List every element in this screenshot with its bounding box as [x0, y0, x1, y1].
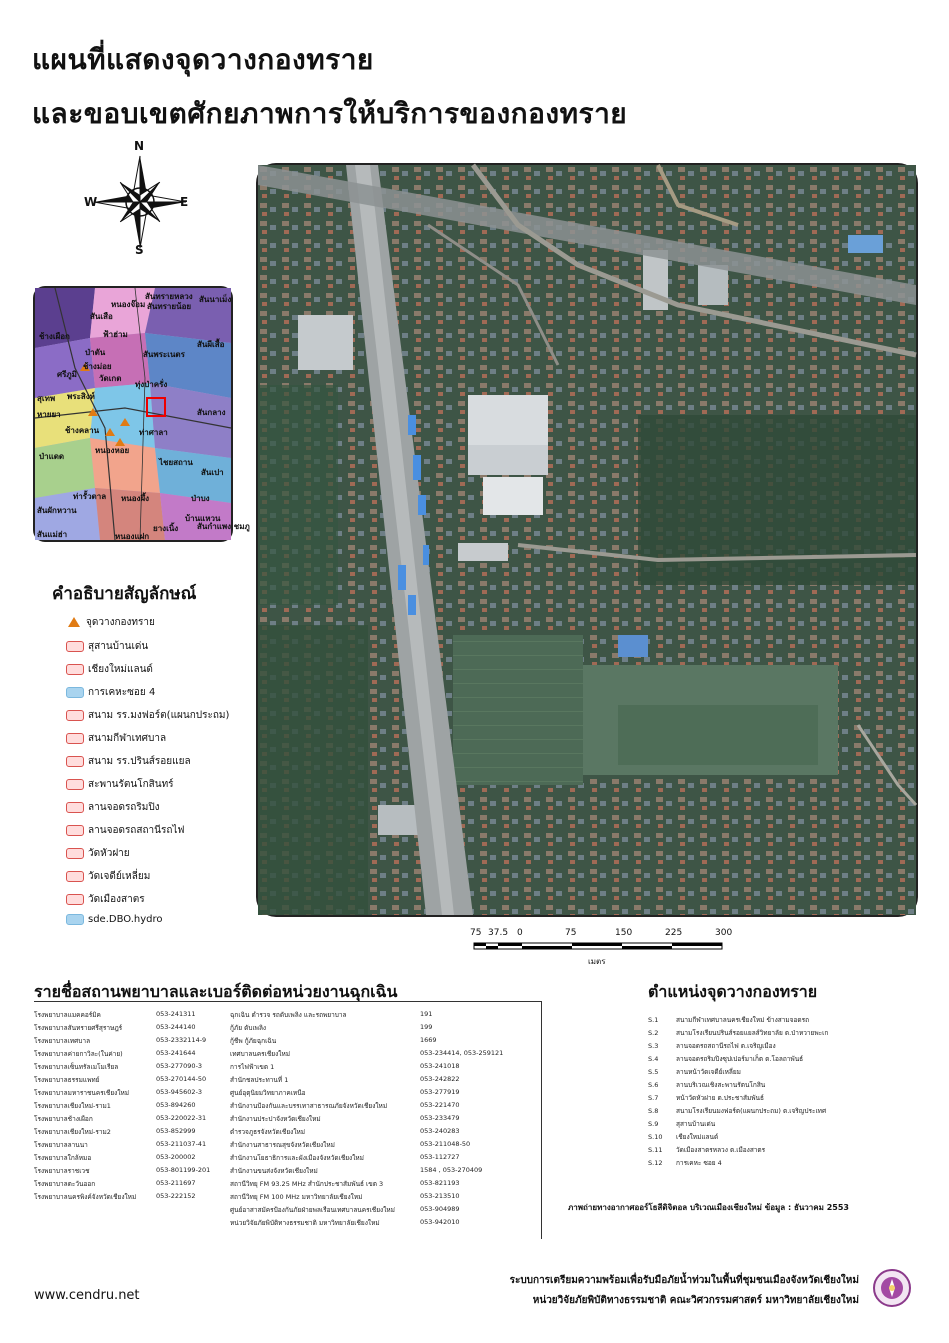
legend-label: sde.DBO.hydro — [88, 913, 163, 925]
location-name: สนามโรงเรียนมงฟอร์ต(แผนกประถม) ต.เจริญประเทศ — [676, 1107, 827, 1115]
inset-label: ช้างม่อย — [83, 362, 112, 371]
location-item — [648, 1028, 828, 1038]
sandbag-triangle-icon — [68, 617, 80, 627]
agency-name: ศูนย์อุตุนิยมวิทยาภาคเหนือ — [230, 1089, 306, 1097]
section-divider — [541, 1001, 542, 1239]
area-swatch-icon — [66, 825, 84, 836]
location-code: S.1 — [648, 1016, 659, 1024]
location-name: ลานหน้าวัดเจดีย์เหลี่ยม — [676, 1068, 741, 1076]
compass-rose — [80, 139, 200, 260]
scale-tick-label: 75 — [470, 928, 482, 938]
inset-label: สันเปา — [201, 468, 224, 477]
inset-label: ฟ้าฮ่าม — [103, 330, 128, 339]
inset-label: ทุ่งป่าครั่ง — [135, 380, 168, 389]
legend-label: วัดหัวฝาย — [88, 847, 130, 859]
agency-name: สำนักชลประทานที่ 1 — [230, 1076, 289, 1084]
inset-label: ยางเนิ้ง — [153, 524, 179, 533]
location-code: S.3 — [648, 1042, 659, 1050]
agency-phone: 053-277919 — [420, 1088, 460, 1096]
hospital-name: โรงพยาบาลเชียงใหม่-ราม1 — [34, 1102, 111, 1110]
location-code: S.8 — [648, 1107, 659, 1115]
legend-label: การเคหะซอย 4 — [88, 686, 156, 698]
agency-phone: 199 — [420, 1023, 433, 1031]
location-code: S.10 — [648, 1133, 663, 1141]
scale-tick-label: 225 — [665, 928, 683, 938]
legend-label: สนาม รร.ปรินส์รอยแยล — [88, 755, 191, 767]
inset-label: สันพระเนตร — [143, 350, 185, 359]
location-item — [648, 1054, 803, 1064]
inset-label: ท่าศาลา — [139, 428, 168, 437]
inset-label: หนองหอย — [95, 446, 130, 455]
agency-phone: 191 — [420, 1010, 433, 1018]
agency-name: สำนักงานประปาจังหวัดเชียงใหม่ — [230, 1115, 321, 1123]
legend-item — [66, 889, 145, 909]
inset-label: สันผีเสื้อ — [197, 340, 225, 349]
agency-name: สำนักงานขนส่งจังหวัดเชียงใหม่ — [230, 1167, 318, 1175]
location-code: S.5 — [648, 1068, 659, 1076]
legend-label: สุสานบ้านเด่น — [88, 640, 149, 652]
scale-tick-label: 75 — [565, 928, 577, 938]
aerial-image — [258, 165, 916, 915]
agency-name: การไฟฟ้าเขต 1 — [230, 1063, 275, 1071]
agency-phone: 1584 , 053-270409 — [420, 1166, 483, 1174]
agency-phone: 053-821193 — [420, 1179, 460, 1187]
hospital-name: โรงพยาบาลราชเวช — [34, 1167, 90, 1175]
section-divider — [34, 1001, 542, 1002]
location-item — [648, 1158, 722, 1168]
agency-name: กู้ภัย ดับเพลิง — [230, 1024, 267, 1032]
legend-label: สนามกีฬาเทศบาล — [88, 732, 167, 744]
agency-name: ตำรวจภูธรจังหวัดเชียงใหม่ — [230, 1128, 306, 1136]
location-code: S.11 — [648, 1146, 663, 1154]
location-name: วัดเมืองสาตรหลวง ต.เมืองสาตร — [676, 1146, 766, 1154]
hospital-name: โรงพยาบาลธรรมแพทย์ — [34, 1076, 100, 1084]
legend-title: คำอธิบายสัญลักษณ์ — [52, 584, 197, 604]
photo-caption: ภาพถ่ายทางอากาศออร์โธสีดิจิตอล บริเวณเมืองเชียงใหม่ ข้อมูล : ธันวาคม 2553 — [568, 1203, 849, 1212]
inset-label: สุเทพ — [37, 394, 56, 403]
legend-label: จุดวางกองทราย — [86, 616, 155, 628]
legend-item — [66, 636, 148, 656]
location-item — [648, 1132, 718, 1142]
agency-phone: 053-234414, 053-259121 — [420, 1049, 504, 1057]
legend-item — [66, 843, 130, 863]
location-item — [648, 1041, 776, 1051]
scale-bar — [470, 928, 733, 968]
area-swatch-icon — [66, 848, 84, 859]
legend-label: สะพานรัตนโกสินทร์ — [88, 778, 174, 790]
map-title-line1: แผนที่แสดงจุดวางกองทราย — [32, 43, 374, 76]
legend-label: วัดเมืองสาตร — [88, 893, 145, 905]
footer-project-name: ระบบการเตรียมความพร้อมเพื่อรับมือภัยน้ำท่วมในพื้นที่ชุมชนเมืองจังหวัดเชียงใหม่ — [509, 1275, 859, 1286]
location-name: หน้าวัดหัวฝาย ต.ประชาสัมพันธ์ — [676, 1094, 764, 1102]
inset-label: วัดเกต — [99, 374, 122, 383]
inset-label: สันทรายน้อย — [147, 302, 192, 311]
sandbag-locations-title: ตำแหน่งจุดวางกองทราย — [648, 982, 818, 1001]
hospital-phone: 053-200002 — [156, 1153, 196, 1161]
area-swatch-icon — [66, 687, 84, 698]
inset-label: ไชยสถาน — [159, 458, 193, 467]
hospital-name: โรงพยาบาลเซ็นทรัลเมโมเรียล — [34, 1063, 119, 1071]
hospital-section-title: รายชื่อสถานพยาบาลและเบอร์ติดต่อหน่วยงานฉุกเฉิน — [34, 982, 398, 1001]
legend-item — [66, 612, 155, 632]
compass-west-label: W — [84, 195, 98, 209]
location-name: การเคหะ ซอย 4 — [676, 1159, 722, 1167]
location-name: ลานจอดรถสถานีรถไฟ ต.เจริญเมือง — [676, 1042, 776, 1050]
location-code: S.2 — [648, 1029, 659, 1037]
area-swatch-icon — [66, 641, 84, 652]
hospital-phone: 053-211037-41 — [156, 1140, 207, 1148]
agency-phone: 053-241018 — [420, 1062, 460, 1070]
area-swatch-icon — [66, 871, 84, 882]
location-name: เชียงใหม่แลนด์ — [676, 1133, 719, 1141]
inset-label: ป่าบง — [191, 494, 210, 503]
inset-label: ป่าตัน — [85, 348, 106, 357]
scale-tick-label: 37.5 — [488, 928, 509, 938]
area-swatch-icon — [66, 779, 84, 790]
area-swatch-icon — [66, 756, 84, 767]
area-swatch-icon — [66, 733, 84, 744]
inset-label: ท่ารั้วตาล — [73, 492, 107, 501]
university-logo-icon — [872, 1268, 912, 1308]
legend-item — [66, 682, 155, 702]
legend-label: เชียงใหม่แลนด์ — [88, 663, 153, 675]
area-swatch-icon — [66, 664, 84, 675]
hospital-phone: 053-894260 — [156, 1101, 196, 1109]
scale-tick-label: 300 — [715, 928, 733, 938]
location-code: S.9 — [648, 1120, 659, 1128]
hospital-name: โรงพยาบาลแมคคอร์มิค — [34, 1011, 101, 1019]
legend-item — [66, 909, 163, 929]
agency-name: หน่วยวิจัยภัยพิบัติทางธรรมชาติ มหาวิทยาลัยเชียงใหม่ — [230, 1219, 380, 1227]
inset-label: ป่าแดด — [39, 452, 65, 461]
area-swatch-icon — [66, 894, 84, 905]
inset-label: สันนาเม็ง — [199, 295, 232, 304]
hospital-name: โรงพยาบาลสันทรายศรีสุราษฎร์ — [34, 1024, 123, 1032]
inset-label: สันเสือ — [90, 312, 113, 321]
location-item — [648, 1145, 765, 1155]
legend-item — [66, 728, 166, 748]
hospital-phone: 053-220022-31 — [156, 1114, 207, 1122]
location-name: สนามกีฬาเทศบาลนครเชียงใหม่ ข้างสามจอดรถ — [676, 1016, 810, 1024]
location-item — [648, 1119, 715, 1129]
location-item — [648, 1067, 741, 1077]
agency-phone: 053-904989 — [420, 1205, 460, 1213]
inset-label: สันผักหวาน — [37, 506, 77, 515]
scale-unit: เมตร — [588, 957, 606, 966]
inset-label: บ้านแหวน — [185, 514, 221, 523]
agency-name: สำนักงานโยธาธิการและผังเมืองจังหวัดเชียงใหม่ — [230, 1154, 364, 1162]
agency-name: สถานีวิทยุ FM 93.25 MHz สำนักประชาสัมพันธ์ เขต 3 — [230, 1180, 384, 1188]
hospital-phone: 053-222152 — [156, 1192, 196, 1200]
location-name: ลานจอดรถริมปิงซุปเปอร์มาเก็ต ต.โอลถาพันธ์ — [676, 1055, 804, 1063]
legend-item — [66, 774, 174, 794]
map-title-line2: และขอบเขตศักยภาพการให้บริการของกองทราย — [32, 97, 628, 130]
footer-organization: หน่วยวิจัยภัยพิบัติทางธรรมชาติ คณะวิศวกรรมศาสตร์ มหาวิทยาลัยเชียงใหม่ — [532, 1295, 859, 1306]
scale-bar-graphic — [474, 941, 734, 955]
agency-phone: 053-242822 — [420, 1075, 460, 1083]
inset-label: สันกำแพง ชมภู — [197, 522, 250, 531]
location-item — [648, 1106, 826, 1116]
inset-label: หายยา — [37, 410, 61, 419]
hospital-phone: 053-244140 — [156, 1023, 196, 1031]
inset-label: ช้างคลาน — [65, 426, 100, 435]
inset-label: หนองผึ้ง — [121, 494, 150, 503]
agency-phone: 053-233479 — [420, 1114, 460, 1122]
hospital-phone: 053-852999 — [156, 1127, 196, 1135]
agency-phone: 053-213510 — [420, 1192, 460, 1200]
inset-label: ช้างเผือก — [39, 332, 70, 341]
agency-name: เทศบาลนครเชียงใหม่ — [230, 1050, 291, 1058]
scale-tick-label: 150 — [615, 928, 633, 938]
legend-label: วัดเจดีย์เหลี่ยม — [88, 870, 151, 882]
inset-label: หนองจ๊อม — [111, 300, 146, 309]
hospital-name: โรงพยาบาลค่ายกาวิละ(ในค่าย) — [34, 1050, 123, 1058]
location-item — [648, 1080, 765, 1090]
hospital-phone: 053-270144-50 — [156, 1075, 207, 1083]
hospital-name: โรงพยาบาลลานนา — [34, 1141, 88, 1149]
legend-item — [66, 659, 153, 679]
area-swatch-icon — [66, 802, 84, 813]
agency-phone: 053-240283 — [420, 1127, 460, 1135]
legend-item — [66, 751, 191, 771]
hospital-phone: 053-211697 — [156, 1179, 196, 1187]
location-code: S.4 — [648, 1055, 659, 1063]
hospital-phone: 053-945602-3 — [156, 1088, 203, 1096]
agency-phone: 053-942010 — [420, 1218, 460, 1226]
inset-label: สันทรายหลวง — [145, 292, 193, 301]
website-link[interactable]: www.cendru.net — [34, 1288, 140, 1303]
legend-item — [66, 820, 185, 840]
location-item — [648, 1015, 809, 1025]
location-name: สนามโรงเรียนปรินส์รอยแยลส์วิทยาลัย ต.ป่าหวายพะเก — [676, 1029, 829, 1037]
agency-name: สถานีวิทยุ FM 100 MHz มหาวิทยาลัยเชียงใหม่ — [230, 1193, 363, 1201]
legend-label: ลานจอดรถริมปิง — [88, 801, 160, 813]
hospital-phone: 053-2332114-9 — [156, 1036, 207, 1044]
compass-south-label: S — [135, 243, 144, 257]
aerial-orthophoto-map[interactable] — [256, 163, 918, 917]
inset-label: สันกลาง — [197, 408, 226, 417]
agency-phone: 053-211048-50 — [420, 1140, 471, 1148]
area-swatch-icon — [66, 914, 84, 925]
hospital-phone: 053-241311 — [156, 1010, 196, 1018]
inset-label: พระสิงห์ — [67, 392, 95, 401]
location-item — [648, 1093, 764, 1103]
hospital-name: โรงพยาบาลใกล้หมอ — [34, 1154, 92, 1162]
legend-label: ลานจอดรถสถานีรถไฟ — [88, 824, 185, 836]
legend-item — [66, 866, 150, 886]
hospital-name: โรงพยาบาลนครพิงค์จังหวัดเชียงใหม่ — [34, 1193, 137, 1201]
location-code: S.7 — [648, 1094, 659, 1102]
area-swatch-icon — [66, 710, 84, 721]
agency-phone: 053-221470 — [420, 1101, 460, 1109]
hospital-name: โรงพยาบาลตะวันออก — [34, 1180, 96, 1188]
location-name: สุสานบ้านเด่น — [676, 1120, 716, 1128]
compass-north-label: N — [134, 139, 145, 153]
agency-phone: 053-112727 — [420, 1153, 460, 1161]
legend-item — [66, 797, 160, 817]
agency-phone: 1669 — [420, 1036, 437, 1044]
legend-label: สนาม รร.มงฟอร์ต(แผนกประถม) — [88, 709, 230, 721]
inset-label: ศรีภูมิ — [57, 370, 77, 379]
hospital-phone: 053-241644 — [156, 1049, 196, 1057]
agency-name: ฉุกเฉิน ตำรวจ รถดับเพลิง และรถพยาบาล — [230, 1011, 347, 1019]
compass-east-label: E — [180, 195, 189, 209]
agency-name: สำนักงานสาธารณสุขจังหวัดเชียงใหม่ — [230, 1141, 335, 1149]
agency-name: กู้ชีพ กู้ภัยฉุกเฉิน — [230, 1037, 277, 1045]
location-name: ลานบริเวณเชิงสะพานรัตนโกสิน — [676, 1081, 766, 1089]
scale-tick-label: 0 — [517, 928, 523, 938]
hospital-name: โรงพยาบาลเทศบาล — [34, 1037, 91, 1045]
hospital-phone: 053-801199-201 — [156, 1166, 211, 1174]
agency-name: สำนักงานป้องกันและบรรเทาสาธารณภัยจังหวัดเชียงใหม่ — [230, 1102, 388, 1110]
location-code: S.12 — [648, 1159, 663, 1167]
location-code: S.6 — [648, 1081, 659, 1089]
hospital-name: โรงพยาบาลเชียงใหม่-ราม2 — [34, 1128, 111, 1136]
inset-label: หนองแฝก — [115, 532, 150, 541]
hospital-phone: 053-277090-3 — [156, 1062, 203, 1070]
agency-name: ศูนย์อาสาสมัครป้องกันภัยฝ่ายพลเรือนเทศบาลนครเชียงใหม่ — [230, 1206, 395, 1214]
legend-item — [66, 705, 229, 725]
inset-label: สันแม่ฮ่า — [37, 530, 68, 539]
hospital-name: โรงพยาบาลมหาราชนครเชียงใหม่ — [34, 1089, 130, 1097]
hospital-name: โรงพยาบาลช้างเผือก — [34, 1115, 93, 1123]
inset-location-map — [33, 286, 250, 542]
